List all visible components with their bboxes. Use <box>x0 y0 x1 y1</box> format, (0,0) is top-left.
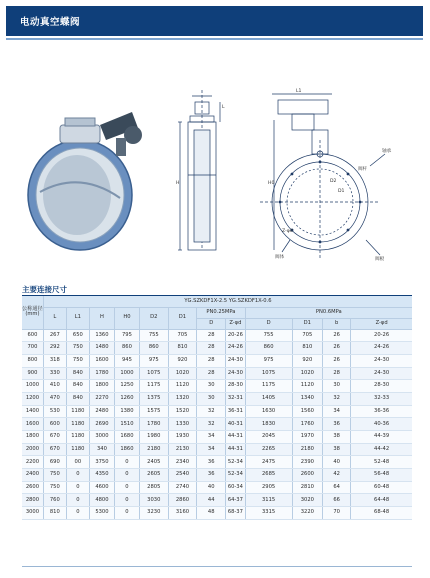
table-body <box>22 329 412 519</box>
table-cell: 34 <box>197 431 226 444</box>
table-cell: 40-36 <box>351 418 412 431</box>
col-header-D2: D2 <box>139 307 168 329</box>
table-cell: 44-31 <box>226 431 245 444</box>
table-cell: 32-33 <box>351 392 412 405</box>
table-cell: 24-30 <box>226 354 245 367</box>
table-cell: 56-48 <box>351 469 412 482</box>
table-cell: 2130 <box>168 443 197 456</box>
dn-cell: 2600 <box>22 481 43 494</box>
table-cell: 32-31 <box>226 392 245 405</box>
table-cell: 60-34 <box>226 481 245 494</box>
table-cell: 44 <box>197 494 226 507</box>
table-cell: 2740 <box>168 481 197 494</box>
table-cell: 920 <box>292 354 323 367</box>
table-cell: 36-31 <box>226 405 245 418</box>
table-cell: 975 <box>139 354 168 367</box>
table-cell: 1120 <box>292 380 323 393</box>
table-cell: 28 <box>197 354 226 367</box>
table-cell: 1780 <box>139 418 168 431</box>
table-cell: 2265 <box>245 443 292 456</box>
table-cell: 64 <box>323 481 351 494</box>
table-cell: 64-37 <box>226 494 245 507</box>
table-row <box>22 456 412 469</box>
header-divider <box>6 38 423 40</box>
col-header-D-pn06: D <box>245 318 292 329</box>
svg-text:L1: L1 <box>296 89 302 94</box>
table-cell: 1250 <box>114 380 139 393</box>
table-cell: 292 <box>43 342 66 355</box>
table-cell: 2605 <box>139 469 168 482</box>
table-cell: 1560 <box>292 405 323 418</box>
table-cell: 20-26 <box>226 329 245 342</box>
dn-cell: 1400 <box>22 405 43 418</box>
pn25-group-header: PN0.25MPa <box>197 307 245 318</box>
table-cell: 48 <box>197 507 226 520</box>
table-cell: 36 <box>197 456 226 469</box>
table-cell: 3160 <box>168 507 197 520</box>
table-cell: 2905 <box>245 481 292 494</box>
table-cell: 68-37 <box>226 507 245 520</box>
table-cell: 1630 <box>245 405 292 418</box>
dn-cell: 900 <box>22 367 43 380</box>
table-cell: 1000 <box>114 367 139 380</box>
table-row <box>22 392 412 405</box>
table-cell: 0 <box>114 456 139 469</box>
col-header-L: L <box>43 307 66 329</box>
table-row <box>22 367 412 380</box>
table-cell: 3000 <box>89 431 114 444</box>
table-cell: 810 <box>292 342 323 355</box>
table-cell: 68-48 <box>351 507 412 520</box>
table-row <box>22 443 412 456</box>
table-cell: 2475 <box>245 456 292 469</box>
svg-text:D2: D2 <box>330 179 337 184</box>
table-cell: 1175 <box>245 380 292 393</box>
table-cell: 705 <box>292 329 323 342</box>
table-cell: 42 <box>323 469 351 482</box>
table-cell: 34 <box>197 443 226 456</box>
svg-text:D1: D1 <box>338 189 345 194</box>
table-cell: 945 <box>114 354 139 367</box>
table-cell: 00 <box>66 456 89 469</box>
table-cell: 52-34 <box>226 456 245 469</box>
table-cell: 1375 <box>139 392 168 405</box>
table-cell: 1510 <box>114 418 139 431</box>
table-cell: 24-30 <box>351 367 412 380</box>
dn-cell: 1800 <box>22 431 43 444</box>
svg-text:阀板: 阀板 <box>375 257 385 262</box>
table-cell: 1860 <box>114 443 139 456</box>
table-cell: 0 <box>66 469 89 482</box>
dn-cell: 700 <box>22 342 43 355</box>
table-cell: 1075 <box>245 367 292 380</box>
table-cell: 1980 <box>139 431 168 444</box>
col-header-H: H <box>89 307 114 329</box>
table-cell: 28 <box>197 329 226 342</box>
table-cell: 1520 <box>168 405 197 418</box>
valve-illustration <box>20 80 415 265</box>
table-cell: 1760 <box>292 418 323 431</box>
col-header-L1: L1 <box>66 307 89 329</box>
dn-cell: 3000 <box>22 507 43 520</box>
table-cell: 860 <box>245 342 292 355</box>
table-cell: 1180 <box>66 443 89 456</box>
table-cell: 60-48 <box>351 481 412 494</box>
table-cell: 840 <box>66 380 89 393</box>
table-cell: 28 <box>197 367 226 380</box>
dn-cell: 2200 <box>22 456 43 469</box>
table-row <box>22 380 412 393</box>
table-cell: 34 <box>323 405 351 418</box>
dn-cell: 2400 <box>22 469 43 482</box>
dn-cell: 1000 <box>22 380 43 393</box>
table-cell: 2600 <box>292 469 323 482</box>
table-cell: 2045 <box>245 431 292 444</box>
dimension-table <box>22 296 412 520</box>
table-cell: 810 <box>168 342 197 355</box>
table-cell: 530 <box>43 405 66 418</box>
svg-text:轴承: 轴承 <box>382 149 392 154</box>
table-row <box>22 329 412 342</box>
table-row <box>22 507 412 520</box>
table-cell: 40 <box>323 456 351 469</box>
table-cell: 2405 <box>139 456 168 469</box>
table-cell: 44-42 <box>351 443 412 456</box>
table-cell: 1020 <box>292 367 323 380</box>
table-cell: 24-30 <box>226 367 245 380</box>
table-cell: 1380 <box>114 405 139 418</box>
table-cell: 1340 <box>292 392 323 405</box>
table-cell: 36-36 <box>351 405 412 418</box>
col-header-D1-pn06: D1 <box>292 318 323 329</box>
table-cell: 2690 <box>89 418 114 431</box>
table-cell: 860 <box>139 342 168 355</box>
table-cell: 26 <box>323 354 351 367</box>
table-cell: 20-26 <box>351 329 412 342</box>
table-cell: 3315 <box>245 507 292 520</box>
table-cell: 4800 <box>89 494 114 507</box>
section-title: 主要连接尺寸 <box>22 285 67 294</box>
table-cell: 28-30 <box>226 380 245 393</box>
bottom-divider <box>22 566 412 567</box>
table-cell: 1320 <box>168 392 197 405</box>
table-cell: 670 <box>43 443 66 456</box>
table-cell: 1680 <box>114 431 139 444</box>
svg-text:L: L <box>222 105 225 110</box>
table-cell: 0 <box>66 494 89 507</box>
table-cell: 1330 <box>168 418 197 431</box>
table-cell: 1970 <box>292 431 323 444</box>
table-row <box>22 342 412 355</box>
table-cell: 795 <box>114 329 139 342</box>
svg-text:阀杆: 阀杆 <box>358 167 368 172</box>
table-cell: 1075 <box>139 367 168 380</box>
table-cell: 32 <box>323 392 351 405</box>
table-cell: 340 <box>89 443 114 456</box>
table-cell: 410 <box>43 380 66 393</box>
table-cell: 1180 <box>66 431 89 444</box>
table-cell: 70 <box>323 507 351 520</box>
col-header-D1: D1 <box>168 307 197 329</box>
table-cell: 1260 <box>114 392 139 405</box>
table-cell: 44-31 <box>226 443 245 456</box>
table-cell: 600 <box>43 418 66 431</box>
table-cell: 64-48 <box>351 494 412 507</box>
table-cell: 36 <box>197 469 226 482</box>
table-cell: 38 <box>323 443 351 456</box>
table-cell: 750 <box>43 469 66 482</box>
table-cell: 1360 <box>89 329 114 342</box>
col-header-D: D <box>197 318 226 329</box>
dn-cell: 1600 <box>22 418 43 431</box>
model-header: YG.SZKDF1X-2.5 YG.SZKDF1X-0.6 <box>43 296 412 307</box>
table-cell: 750 <box>66 342 89 355</box>
table-cell: 2180 <box>139 443 168 456</box>
table-cell: 2685 <box>245 469 292 482</box>
table-cell: 1120 <box>168 380 197 393</box>
table-cell: 3750 <box>89 456 114 469</box>
table-cell: 3020 <box>292 494 323 507</box>
table-cell: 36 <box>323 418 351 431</box>
table-cell: 2390 <box>292 456 323 469</box>
table-cell: 26 <box>323 342 351 355</box>
svg-text:H0: H0 <box>268 181 275 186</box>
table-cell: 1600 <box>89 354 114 367</box>
table-cell: 750 <box>43 481 66 494</box>
table-cell: 30 <box>197 392 226 405</box>
table-row <box>22 418 412 431</box>
table-cell: 0 <box>66 507 89 520</box>
table-row <box>22 405 412 418</box>
valve-3d-image <box>28 112 142 250</box>
dn-cell: 1200 <box>22 392 43 405</box>
table-cell: 4350 <box>89 469 114 482</box>
table-cell: 3115 <box>245 494 292 507</box>
table-cell: 810 <box>43 507 66 520</box>
col-header-z-phi-d-pn06: Z-φd <box>351 318 412 329</box>
table-cell: 690 <box>43 456 66 469</box>
table-cell: 1575 <box>139 405 168 418</box>
table-cell: 1180 <box>66 418 89 431</box>
table-cell: 32 <box>197 418 226 431</box>
table-row <box>22 354 412 367</box>
table-cell: 920 <box>168 354 197 367</box>
table-cell: 4600 <box>89 481 114 494</box>
table-cell: 3030 <box>139 494 168 507</box>
col-header-z-phi-d: Z-φd <box>226 318 245 329</box>
table-cell: 840 <box>66 367 89 380</box>
table-cell: 860 <box>114 342 139 355</box>
table-cell: 40-31 <box>226 418 245 431</box>
table-cell: 24-30 <box>351 354 412 367</box>
table-cell: 2340 <box>168 456 197 469</box>
table-cell: 52-48 <box>351 456 412 469</box>
table-cell: 2480 <box>89 405 114 418</box>
table-cell: 1480 <box>89 342 114 355</box>
dn-cell: 2000 <box>22 443 43 456</box>
table-cell: 1180 <box>66 405 89 418</box>
table-cell: 30 <box>197 380 226 393</box>
table-cell: 760 <box>43 494 66 507</box>
table-cell: 1020 <box>168 367 197 380</box>
svg-text:阀体: 阀体 <box>275 255 285 260</box>
table-cell: 2270 <box>89 392 114 405</box>
table-cell: 3230 <box>139 507 168 520</box>
dn-header-label: 公称通径 (mm) <box>22 306 43 318</box>
table-cell: 5300 <box>89 507 114 520</box>
table-cell: 2860 <box>168 494 197 507</box>
table-cell: 0 <box>114 494 139 507</box>
side-section-drawing <box>178 90 220 250</box>
table-cell: 24-26 <box>226 342 245 355</box>
table-row <box>22 481 412 494</box>
table-cell: 0 <box>114 481 139 494</box>
col-header-b: b <box>323 318 351 329</box>
table-row <box>22 494 412 507</box>
table-cell: 44-39 <box>351 431 412 444</box>
table-cell: 28 <box>323 367 351 380</box>
table-cell: 2540 <box>168 469 197 482</box>
table-cell: 2805 <box>139 481 168 494</box>
dn-header <box>22 296 43 329</box>
table-cell: 1780 <box>89 367 114 380</box>
table-cell: 1800 <box>89 380 114 393</box>
table-cell: 755 <box>139 329 168 342</box>
table-cell: 650 <box>66 329 89 342</box>
table-cell: 40 <box>197 481 226 494</box>
table-cell: 670 <box>43 431 66 444</box>
page-title: 电动真空蝶阀 <box>20 17 81 28</box>
table-row <box>22 469 412 482</box>
dn-cell: 800 <box>22 354 43 367</box>
table-cell: 28-30 <box>351 380 412 393</box>
dn-cell: 2800 <box>22 494 43 507</box>
table-cell: 24-26 <box>351 342 412 355</box>
table-cell: 38 <box>323 431 351 444</box>
table-cell: 28 <box>197 342 226 355</box>
table-row <box>22 431 412 444</box>
svg-text:H: H <box>176 181 180 186</box>
table-cell: 32 <box>197 405 226 418</box>
table-cell: 1830 <box>245 418 292 431</box>
table-cell: 1405 <box>245 392 292 405</box>
table-cell: 755 <box>245 329 292 342</box>
table-cell: 470 <box>43 392 66 405</box>
table-cell: 52-34 <box>226 469 245 482</box>
table-cell: 0 <box>114 507 139 520</box>
table-cell: 0 <box>66 481 89 494</box>
table-cell: 1930 <box>168 431 197 444</box>
table-cell: 705 <box>168 329 197 342</box>
table-cell: 26 <box>323 329 351 342</box>
table-cell: 330 <box>43 367 66 380</box>
table-cell: 3220 <box>292 507 323 520</box>
table-cell: 750 <box>66 354 89 367</box>
svg-text:Z-φd: Z-φd <box>282 229 293 234</box>
dn-cell: 600 <box>22 329 43 342</box>
header-bar <box>6 6 423 36</box>
table-cell: 2180 <box>292 443 323 456</box>
table-cell: 1175 <box>139 380 168 393</box>
front-view-drawing <box>260 94 385 260</box>
table-cell: 267 <box>43 329 66 342</box>
table-cell: 2810 <box>292 481 323 494</box>
table-cell: 66 <box>323 494 351 507</box>
table-cell: 840 <box>66 392 89 405</box>
col-header-H0: H0 <box>114 307 139 329</box>
table-cell: 975 <box>245 354 292 367</box>
table-cell: 0 <box>114 469 139 482</box>
table-cell: 30 <box>323 380 351 393</box>
valve-drawings <box>20 80 415 265</box>
table-cell: 318 <box>43 354 66 367</box>
pn06-group-header: PN0.6MPa <box>245 307 412 318</box>
